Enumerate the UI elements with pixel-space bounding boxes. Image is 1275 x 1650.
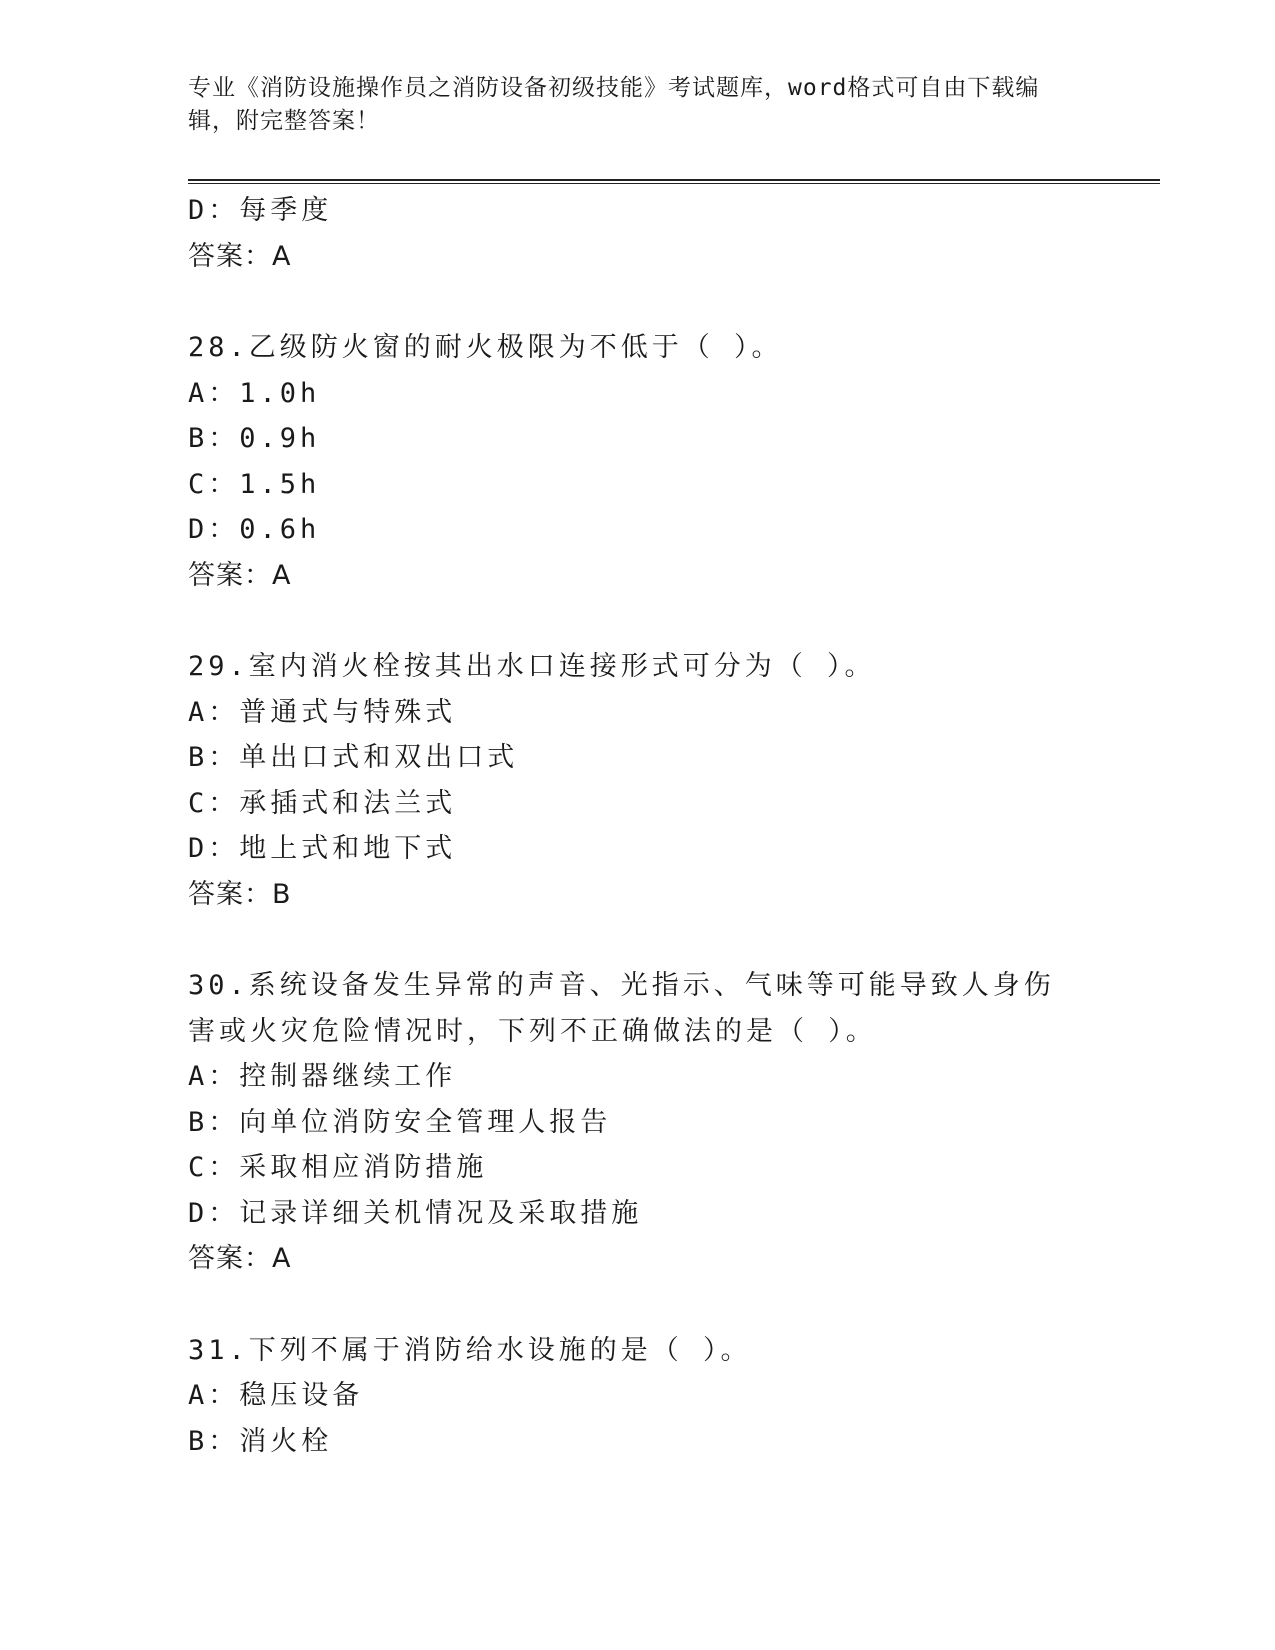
previous-question-tail <box>188 188 1088 279</box>
option-d: D：每季度 <box>188 195 333 226</box>
option-c: C：承插式和法兰式 <box>188 787 457 819</box>
question-28 <box>188 325 1088 598</box>
option-b: B：向单位消防安全管理人报告 <box>188 1106 612 1138</box>
answer-line: 答案：A <box>188 240 292 272</box>
header-description: 专业《消防设施操作员之消防设备初级技能》考试题库，word格式可自由下载编辑，附完整答案！ <box>188 75 1040 134</box>
answer-line: 答案：A <box>188 559 292 591</box>
header-divider <box>188 179 1160 184</box>
question-stem: 30.系统设备发生异常的声音、光指示、气味等可能导致人身伤害或火灾危险情况时，下列不正确做法的是（ ）。 <box>188 970 1055 1047</box>
option-b: B：0.9h <box>188 423 321 454</box>
option-b: B：单出口式和双出口式 <box>188 742 519 773</box>
option-a: A：稳压设备 <box>188 1380 364 1411</box>
answer-line: 答案：B <box>188 878 292 910</box>
option-d: D：记录详细关机情况及采取措施 <box>188 1197 643 1229</box>
spacer <box>188 598 1088 644</box>
spacer <box>188 279 1088 325</box>
option-a: A：控制器继续工作 <box>188 1061 457 1092</box>
option-d: D：地上式和地下式 <box>188 833 457 864</box>
answer-line: 答案：A <box>188 1243 292 1274</box>
question-stem: 28.乙级防火窗的耐火极限为不低于（ ）。 <box>188 332 783 363</box>
question-content <box>188 188 1088 1464</box>
spacer <box>188 1282 1088 1328</box>
spacer <box>188 917 1088 963</box>
option-a: A：1.0h <box>188 377 321 409</box>
option-c: C：1.5h <box>188 468 321 500</box>
question-30 <box>188 963 1088 1282</box>
option-d: D：0.6h <box>188 514 321 545</box>
option-a: A：普通式与特殊式 <box>188 696 457 728</box>
question-stem: 29.室内消火栓按其出水口连接形式可分为（ ）。 <box>188 651 876 682</box>
option-b: B：消火栓 <box>188 1425 333 1457</box>
question-29 <box>188 644 1088 917</box>
question-31 <box>188 1328 1088 1465</box>
option-c: C：采取相应消防措施 <box>188 1152 488 1183</box>
question-stem: 31.下列不属于消防给水设施的是（ ）。 <box>188 1334 752 1366</box>
